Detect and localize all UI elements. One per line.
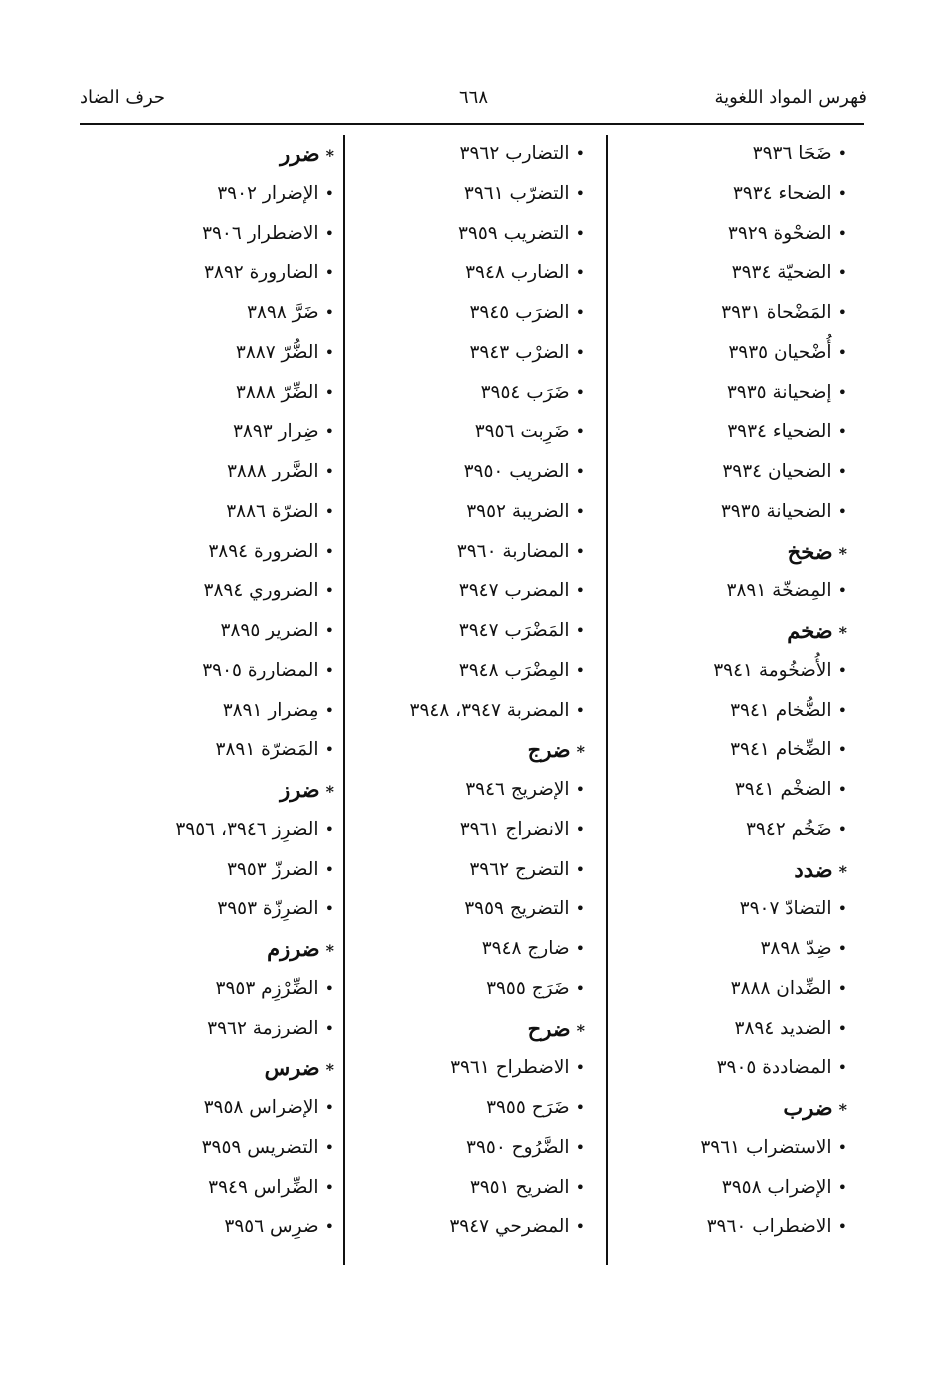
asterisk-marker: * — [325, 1060, 334, 1080]
entry-text: المضربة ٣٩٤٧، ٣٩٤٨ — [409, 699, 570, 721]
root-heading — [345, 730, 585, 770]
bullet-marker: • — [324, 422, 334, 442]
entry-text: الضِّرْزِم ٣٩٥٣ — [215, 977, 319, 999]
root-heading — [94, 1048, 334, 1088]
index-entry — [94, 969, 334, 1009]
bullet-marker: • — [837, 1137, 847, 1157]
entry-text: الضرّة ٣٨٨٦ — [226, 500, 319, 522]
entry-text: المضرب ٣٩٤٧ — [458, 580, 570, 602]
bullet-marker: • — [837, 780, 847, 799]
bullet-marker: • — [324, 1018, 334, 1038]
bullet-marker: • — [837, 382, 847, 402]
root-heading-text: ضرب — [783, 1095, 833, 1120]
bullet-marker: • — [575, 342, 585, 362]
index-column-1 — [597, 134, 847, 1247]
entry-text: الضرورة ٣٨٩٤ — [208, 540, 319, 562]
entry-text: الأُضخُومة ٣٩٤١ — [713, 659, 832, 681]
entry-text: المَضْرَب ٣٩٤٧ — [458, 620, 570, 641]
entry-text: التضادّ ٣٩٠٧ — [739, 898, 832, 920]
entry-text: الضرِز ٣٩٤٦، ٣٩٥٦ — [175, 818, 319, 840]
entry-text: الضريب ٣٩٥٠ — [463, 461, 570, 482]
bullet-marker: • — [575, 978, 585, 998]
entry-text: الاضطرار ٣٩٠٦ — [202, 222, 319, 244]
index-entry — [94, 333, 334, 373]
index-entry — [597, 1009, 847, 1049]
entry-text: الضريبة ٣٩٥٢ — [466, 500, 570, 522]
bullet-marker: • — [324, 1217, 334, 1237]
bullet-marker: • — [837, 1177, 847, 1197]
index-entry — [597, 253, 847, 293]
bullet-marker: • — [837, 342, 847, 362]
entry-text: الضُّرّ ٣٨٨٧ — [235, 341, 319, 363]
entry-text: ضَرِبت ٣٩٥٦ — [474, 421, 570, 443]
entry-text: ضَرَج ٣٩٥٥ — [486, 977, 570, 999]
bullet-marker: • — [575, 462, 585, 481]
bullet-marker: • — [575, 819, 585, 839]
bullet-marker: • — [575, 939, 585, 958]
entry-text: الضرْب ٣٩٤٣ — [469, 341, 570, 363]
root-heading — [597, 850, 847, 890]
bullet-marker: • — [324, 700, 334, 720]
bullet-marker: • — [575, 541, 585, 561]
index-entry — [345, 810, 585, 850]
bullet-marker: • — [324, 1177, 334, 1197]
bullet-marker: • — [837, 899, 847, 919]
header-rule — [80, 123, 864, 125]
bullet-marker: • — [837, 740, 847, 760]
root-heading-text: ضرز — [280, 777, 320, 802]
index-entry — [345, 969, 585, 1009]
index-entry — [345, 770, 585, 810]
entry-text: المَضرّة ٣٨٩١ — [215, 739, 319, 761]
asterisk-marker: * — [838, 623, 847, 642]
bullet-marker: • — [837, 1018, 847, 1038]
index-entry — [94, 532, 334, 572]
bullet-marker: • — [324, 303, 334, 322]
index-entry — [94, 651, 334, 691]
bullet-marker: • — [575, 303, 585, 322]
bullet-marker: • — [837, 819, 847, 839]
index-entry — [597, 770, 847, 810]
bullet-marker: • — [324, 581, 334, 601]
bullet-marker: • — [575, 183, 585, 203]
index-entry — [345, 253, 585, 293]
entry-text: ضَرَّ ٣٨٩٨ — [247, 302, 319, 323]
entry-text: الانضراج ٣٩٦١ — [459, 818, 570, 840]
entry-text: التضريج ٣٩٥٩ — [464, 898, 570, 920]
index-entry — [597, 571, 847, 611]
bullet-marker: • — [324, 621, 334, 640]
root-heading — [94, 770, 334, 810]
index-entry — [345, 1128, 585, 1168]
entry-text: الضريح ٣٩٥١ — [469, 1176, 570, 1198]
entry-text: الإضريج ٣٩٤٦ — [465, 779, 570, 800]
bullet-marker: • — [324, 541, 334, 561]
asterisk-marker: * — [325, 782, 334, 801]
index-entry — [597, 691, 847, 731]
entry-text: الضُّخام ٣٩٤١ — [730, 699, 832, 721]
entry-text: الضروري ٣٨٩٤ — [203, 580, 319, 602]
bullet-marker: • — [575, 1217, 585, 1237]
entry-text: التضريب ٣٩٥٩ — [458, 222, 570, 244]
root-heading — [94, 929, 334, 969]
bullet-marker: • — [575, 501, 585, 521]
bullet-marker: • — [324, 978, 334, 998]
asterisk-marker: * — [576, 742, 585, 762]
asterisk-marker: * — [838, 861, 847, 881]
index-entry — [94, 1128, 334, 1168]
entry-text: ضِرار ٣٨٩٣ — [232, 421, 319, 443]
bullet-marker: • — [324, 899, 334, 919]
index-entry — [94, 730, 334, 770]
bullet-marker: • — [575, 1137, 585, 1157]
entry-text: الضَّرُوح ٣٩٥٠ — [466, 1136, 570, 1158]
index-entry — [94, 293, 334, 333]
index-entry — [597, 373, 847, 413]
entry-text: ضَرَح ٣٩٥٥ — [486, 1097, 570, 1118]
index-entry — [345, 1048, 585, 1088]
column-divider — [606, 135, 608, 1265]
column-divider — [343, 135, 345, 1265]
entry-text: المَضْحاة ٣٩٣١ — [721, 302, 832, 323]
entry-text: ضِدّ ٣٨٩٨ — [760, 938, 832, 959]
index-column-2 — [345, 134, 585, 1247]
entry-text: المضرحي ٣٩٤٧ — [449, 1216, 570, 1238]
index-entry — [345, 1207, 585, 1247]
index-entry — [597, 333, 847, 373]
index-entry — [345, 412, 585, 452]
index-entry — [94, 412, 334, 452]
asterisk-marker: * — [838, 1100, 847, 1119]
root-heading — [345, 1009, 585, 1049]
entry-text: التضرّب ٣٩٦١ — [463, 182, 570, 204]
entry-text: الضخْم ٣٩٤١ — [734, 779, 832, 800]
entry-text: المِضْرَب ٣٩٤٨ — [458, 659, 570, 681]
entry-text: الضحاء ٣٩٣٤ — [732, 182, 832, 204]
entry-text: الضديد ٣٨٩٤ — [734, 1017, 832, 1039]
entry-text: الضحياء ٣٩٣٤ — [727, 421, 832, 443]
index-entry — [597, 929, 847, 969]
entry-text: الضِّرّ ٣٨٨٨ — [235, 381, 319, 403]
bullet-marker: • — [324, 263, 334, 283]
entry-text: التضريس ٣٩٥٩ — [201, 1136, 319, 1158]
entry-text: الضحيّة ٣٩٣٤ — [731, 262, 832, 284]
bullet-marker: • — [837, 1058, 847, 1078]
bullet-marker: • — [575, 780, 585, 799]
entry-text: الإضراس ٣٩٥٨ — [203, 1097, 319, 1118]
entry-text: الضرزّ ٣٩٥٣ — [226, 858, 319, 880]
root-heading-text: ضرر — [280, 141, 320, 166]
root-heading-text: ضخم — [787, 618, 833, 643]
index-entry — [597, 214, 847, 254]
bullet-marker: • — [837, 144, 847, 163]
bullet-marker: • — [324, 740, 334, 760]
entry-text: ضرِس ٣٩٥٦ — [224, 1216, 319, 1238]
index-entry — [94, 691, 334, 731]
index-entry — [345, 929, 585, 969]
index-entry — [345, 850, 585, 890]
bullet-marker: • — [837, 660, 847, 680]
entry-text: الضرزمة ٣٩٦٢ — [207, 1017, 319, 1039]
root-heading-text: ضرس — [264, 1055, 320, 1081]
entry-text: الاضطراح ٣٩٦١ — [450, 1057, 570, 1079]
entry-text: المِضخّة ٣٨٩١ — [726, 580, 832, 602]
entry-text: التضارب ٣٩٦٢ — [459, 143, 570, 164]
entry-text: الإضرار ٣٩٠٢ — [217, 182, 319, 204]
entry-text: ضارج ٣٩٤٨ — [481, 938, 570, 959]
bullet-marker: • — [837, 501, 847, 521]
index-entry — [94, 810, 334, 850]
root-heading-text: ضرزم — [267, 936, 320, 961]
entry-text: الضحيانة ٣٩٣٥ — [720, 500, 832, 522]
bullet-marker: • — [324, 501, 334, 521]
bullet-marker: • — [837, 939, 847, 958]
entry-text: الضَّرر ٣٨٨٨ — [226, 461, 319, 482]
index-entry — [94, 1009, 334, 1049]
bullet-marker: • — [324, 819, 334, 839]
bullet-marker: • — [575, 1098, 585, 1117]
bullet-marker: • — [575, 700, 585, 720]
bullet-marker: • — [837, 183, 847, 203]
index-entry — [345, 174, 585, 214]
running-title: فهرس المواد اللغوية — [714, 87, 867, 108]
index-entry — [597, 492, 847, 532]
root-heading-text: ضدد — [794, 856, 833, 882]
index-entry — [597, 969, 847, 1009]
root-heading-text: ضرج — [527, 737, 571, 763]
index-entry — [597, 293, 847, 333]
bullet-marker: • — [837, 581, 847, 601]
bullet-marker: • — [324, 223, 334, 243]
entry-text: الضِّخام ٣٩٤١ — [730, 739, 832, 761]
root-heading-text: ضخخ — [787, 538, 833, 564]
bullet-marker: • — [575, 422, 585, 442]
bullet-marker: • — [575, 581, 585, 601]
bullet-marker: • — [575, 263, 585, 283]
index-entry — [345, 293, 585, 333]
entry-text: التضرج ٣٩٦٢ — [469, 858, 570, 880]
index-entry — [94, 492, 334, 532]
index-entry — [345, 532, 585, 572]
entry-text: ضَحَا ٣٩٣٦ — [752, 143, 832, 164]
bullet-marker: • — [324, 382, 334, 402]
index-entry — [94, 214, 334, 254]
index-entry — [597, 452, 847, 492]
bullet-marker: • — [324, 462, 334, 481]
entry-text: المضاررة ٣٩٠٥ — [202, 659, 319, 681]
index-entry — [94, 452, 334, 492]
index-entry — [597, 1168, 847, 1208]
index-entry — [597, 889, 847, 929]
index-column-3 — [94, 134, 334, 1247]
bullet-marker: • — [837, 422, 847, 442]
index-entry — [345, 571, 585, 611]
bullet-marker: • — [837, 462, 847, 481]
index-entry — [94, 373, 334, 413]
asterisk-marker: * — [325, 941, 334, 960]
index-entry — [345, 134, 585, 174]
asterisk-marker: * — [325, 146, 334, 165]
index-entry — [345, 214, 585, 254]
bullet-marker: • — [575, 382, 585, 402]
entry-text: ضَرَب ٣٩٥٤ — [480, 381, 570, 403]
bullet-marker: • — [575, 1058, 585, 1078]
section-title: حرف الضاد — [80, 87, 166, 108]
bullet-marker: • — [575, 660, 585, 680]
bullet-marker: • — [837, 303, 847, 322]
index-entry — [345, 691, 585, 731]
bullet-marker: • — [837, 978, 847, 998]
entry-text: المضاربة ٣٩٦٠ — [456, 540, 570, 562]
entry-text: إضحيانة ٣٩٣٥ — [726, 381, 832, 403]
index-entry — [597, 1048, 847, 1088]
root-heading-text: ضرح — [527, 1015, 571, 1041]
index-entry — [597, 810, 847, 850]
bullet-marker: • — [575, 621, 585, 640]
index-entry — [94, 253, 334, 293]
bullet-marker: • — [324, 1137, 334, 1157]
entry-text: الضارب ٣٩٤٨ — [465, 262, 570, 284]
bullet-marker: • — [324, 342, 334, 362]
root-heading — [94, 134, 334, 174]
entry-text: ضَخُم ٣٩٤٢ — [745, 818, 832, 840]
asterisk-marker: * — [838, 543, 847, 563]
entry-text: الضِّدان ٣٨٨٨ — [730, 977, 832, 999]
entry-text: المضاددة ٣٩٠٥ — [716, 1057, 832, 1079]
index-entry — [345, 1088, 585, 1128]
entry-text: الضرير ٣٨٩٥ — [220, 620, 319, 641]
bullet-marker: • — [837, 1217, 847, 1237]
index-entry — [94, 850, 334, 890]
index-entry — [345, 333, 585, 373]
index-entry — [597, 174, 847, 214]
entry-text: الضارورة ٣٨٩٢ — [203, 262, 319, 284]
index-entry — [597, 730, 847, 770]
entry-text: الضرَب ٣٩٤٥ — [469, 302, 570, 323]
bullet-marker: • — [324, 660, 334, 680]
entry-text: الاستضراب ٣٩٦١ — [700, 1136, 832, 1158]
entry-text: الضحيان ٣٩٣٤ — [722, 461, 832, 482]
index-entry — [94, 611, 334, 651]
entry-text: مِضرار ٣٨٩١ — [222, 699, 319, 721]
index-entry — [597, 134, 847, 174]
index-entry — [94, 1088, 334, 1128]
entry-text: الاضطراب ٣٩٦٠ — [706, 1216, 832, 1238]
bullet-marker: • — [575, 1177, 585, 1197]
entry-text: الإضراب ٣٩٥٨ — [721, 1176, 832, 1198]
root-heading — [597, 611, 847, 651]
index-entry — [345, 373, 585, 413]
index-entry — [597, 412, 847, 452]
bullet-marker: • — [575, 899, 585, 919]
bullet-marker: • — [575, 859, 585, 879]
root-heading — [597, 1088, 847, 1128]
index-entry — [345, 492, 585, 532]
index-entry — [345, 1168, 585, 1208]
bullet-marker: • — [575, 144, 585, 163]
bullet-marker: • — [837, 700, 847, 720]
index-entry — [345, 651, 585, 691]
index-entry — [345, 889, 585, 929]
index-entry — [597, 1128, 847, 1168]
entry-text: الضحْوة ٣٩٢٩ — [727, 222, 832, 244]
asterisk-marker: * — [576, 1020, 585, 1040]
index-entry — [597, 651, 847, 691]
root-heading — [597, 532, 847, 572]
bullet-marker: • — [837, 263, 847, 283]
entry-text: الضِّراس ٣٩٤٩ — [208, 1176, 319, 1198]
entry-text: أُضْحيان ٣٩٣٥ — [728, 341, 832, 363]
entry-text: الضرِزّة ٣٩٥٣ — [217, 898, 319, 920]
page-number: ٦٦٨ — [458, 87, 488, 108]
index-entry — [94, 889, 334, 929]
index-entry — [597, 1207, 847, 1247]
bullet-marker: • — [324, 183, 334, 203]
index-entry — [94, 1168, 334, 1208]
index-entry — [345, 611, 585, 651]
index-entry — [94, 1207, 334, 1247]
bullet-marker: • — [324, 1098, 334, 1117]
bullet-marker: • — [575, 223, 585, 243]
bullet-marker: • — [324, 859, 334, 879]
bullet-marker: • — [837, 223, 847, 243]
index-entry — [345, 452, 585, 492]
index-entry — [94, 571, 334, 611]
index-entry — [94, 174, 334, 214]
